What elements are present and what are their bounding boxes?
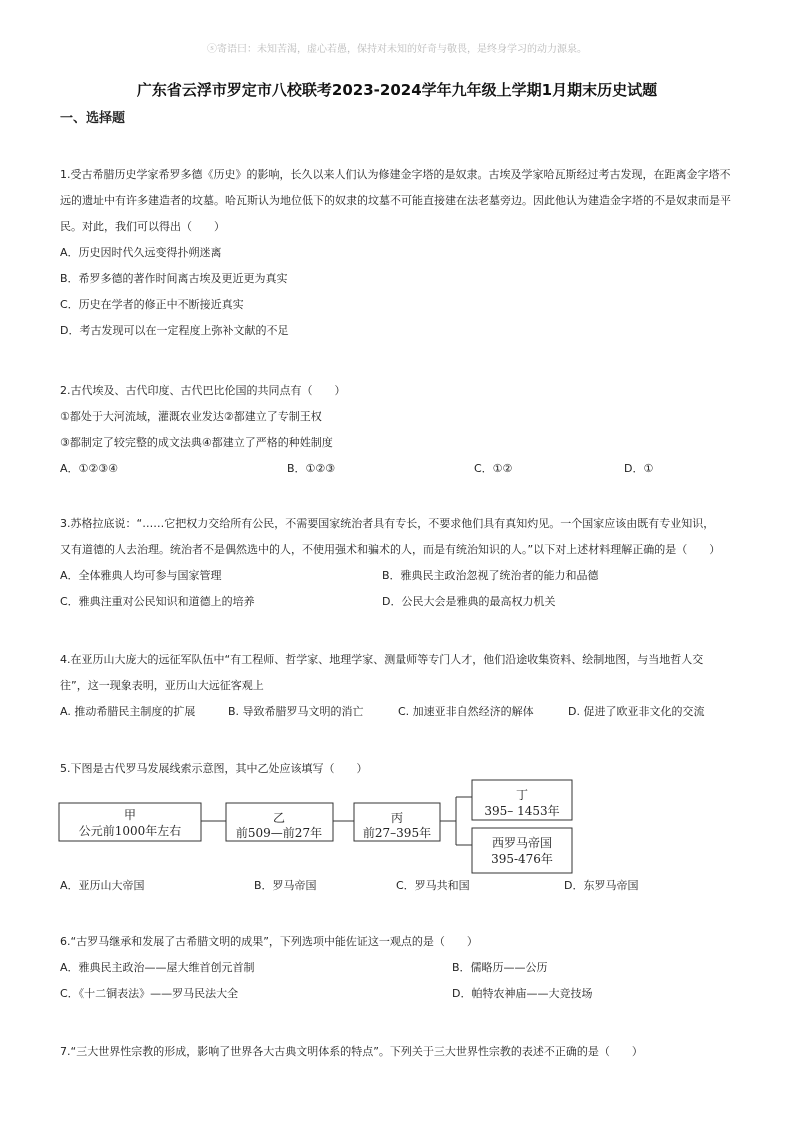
box-west-rome	[472, 828, 572, 873]
q6-option-a[interactable]: A．雅典民主政治——屋大维首创元首制	[60, 961, 255, 974]
q6-option-b[interactable]: B．儒略历——公历	[452, 961, 548, 974]
q5-options	[60, 873, 740, 899]
q6-option-d[interactable]: D．帕特农神庙——大竞技场	[452, 987, 593, 1000]
q6-options	[60, 955, 740, 1007]
q7-stem-line-1: 7.“三大世界性宗教的形成，影响了世界各大古典文明体系的特点”。下列关于三大世界性宗教的表述不正确的是（ ）	[60, 1045, 643, 1058]
q2-option-b[interactable]: B．①②③	[287, 462, 336, 475]
motto-watermark: ⓢ寄语曰：未知苦渴，虚心若愚，保持对未知的好奇与敬畏，是终身学习的动力源泉。	[207, 44, 587, 55]
q3-option-d[interactable]: D．公民大会是雅典的最高权力机关	[382, 595, 556, 608]
question-7	[60, 1039, 740, 1065]
q3-option-b[interactable]: B．雅典民主政治忽视了统治者的能力和品德	[382, 569, 599, 582]
q3-options	[60, 563, 740, 615]
box-bing-years: 前27–395年	[362, 826, 432, 840]
question-4	[60, 647, 740, 725]
page-title: 广东省云浮市罗定市八校联考2023-2024学年九年级上学期1月期末历史试题	[136, 81, 658, 99]
q1-option-a[interactable]: A．历史因时代久远变得扑朔迷离	[60, 246, 222, 259]
q5-option-c[interactable]: C．罗马共和国	[396, 879, 470, 892]
q5-stem-line-1: 5.下图是古代罗马发展线索示意图，其中乙处应该填写（ ）	[60, 762, 368, 775]
q2-stem-line-2: ①都处于大河流域，灌溉农业发达②都建立了专制王权	[60, 410, 322, 423]
question-1	[60, 162, 740, 344]
question-2	[60, 378, 740, 482]
q6-option-c[interactable]: C．《十二铜表法》——罗马民法大全	[60, 987, 239, 1000]
q2-option-a[interactable]: A．①②③④	[60, 462, 118, 475]
box-west-rome-name: 西罗马帝国	[491, 836, 553, 850]
box-jia-name: 甲	[123, 808, 137, 822]
q1-option-c[interactable]: C．历史在学者的修正中不断接近真实	[60, 298, 244, 311]
section-heading: 一、选择题	[60, 111, 126, 126]
q4-option-c[interactable]: C. 加速亚非自然经济的解体	[398, 705, 534, 718]
q2-stem-line-1: 2.古代埃及、古代印度、古代巴比伦国的共同点有（ ）	[60, 384, 346, 397]
q2-stem-line-3: ③都制定了较完整的成文法典④都建立了严格的种姓制度	[60, 436, 333, 449]
q5-option-d[interactable]: D．东罗马帝国	[564, 879, 639, 892]
box-bing-name: 丙	[390, 811, 404, 825]
box-ding-years: 395– 1453年	[484, 804, 560, 818]
question-6	[60, 929, 740, 1007]
q5-option-a[interactable]: A．亚历山大帝国	[60, 879, 145, 892]
q3-stem-line-1: 3.苏格拉底说：“……它把权力交给所有公民，不需要国家统治者具有专长，不要求他们具有真知灼见。一个国家应该由既有专业知识，	[60, 517, 715, 530]
q2-options	[60, 456, 740, 482]
q4-option-b[interactable]: B. 导致希腊罗马文明的消亡	[228, 705, 364, 718]
box-yi-years: 前509—前27年	[235, 826, 323, 840]
box-ding-name: 丁	[515, 788, 529, 802]
box-jia-years: 公元前1000年左右	[78, 824, 182, 838]
question-3	[60, 511, 740, 615]
box-west-rome-years: 395-476年	[491, 852, 553, 866]
q4-options	[60, 699, 740, 725]
question-5-options	[60, 873, 740, 899]
q5-option-b[interactable]: B．罗马帝国	[254, 879, 317, 892]
q1-option-b[interactable]: B．希罗多德的著作时间离古埃及更近更为真实	[60, 272, 288, 285]
q3-option-a[interactable]: A．全体雅典人均可参与国家管理	[60, 569, 222, 582]
q6-stem-line-1: 6.“古罗马继承和发展了古希腊文明的成果”，下列选项中能佐证这一观点的是（ ）	[60, 935, 478, 948]
q4-option-a[interactable]: A. 推动希腊民主制度的扩展	[60, 705, 196, 718]
q2-option-c[interactable]: C．①②	[474, 462, 513, 475]
q4-stem-line-1: 4.在亚历山大庞大的远征军队伍中“有工程师、哲学家、地理学家、测量师等专门人才，他们沿途收集资料、绘制地图，与当地哲人交	[60, 653, 704, 666]
box-yi-name: 乙	[272, 811, 286, 825]
q3-option-c[interactable]: C．雅典注重对公民知识和道德上的培养	[60, 595, 255, 608]
rome-timeline-diagram	[58, 779, 578, 875]
q1-stem-line-3: 民。对此，我们可以得出（ ）	[60, 220, 225, 233]
q3-stem-line-2: 又有道德的人去治理。统治者不是偶然选中的人，不使用强术和骗术的人，而是有统治知识的人。”以下对上述材料理解正确的是（ ）	[60, 543, 721, 556]
q1-option-d[interactable]: D．考古发现可以在一定程度上弥补文献的不足	[60, 324, 289, 337]
q4-option-d[interactable]: D. 促进了欧亚非文化的交流	[568, 705, 705, 718]
q4-stem-line-2: 往”，这一现象表明，亚历山大远征客观上	[60, 679, 264, 692]
q1-stem-line-1: 1.受古希腊历史学家希罗多德《历史》的影响，长久以来人们认为修建金字塔的是奴隶。古埃及学家哈瓦斯经过考古发现，在距离金字塔不	[60, 168, 731, 181]
q1-stem-line-2: 远的遗址中有许多建造者的坟墓。哈瓦斯认为地位低下的奴隶的坟墓不可能直接建在法老墓旁边。因此他认为建造金字塔的不是奴隶而是平	[60, 194, 731, 207]
q2-option-d[interactable]: D．①	[624, 462, 654, 475]
